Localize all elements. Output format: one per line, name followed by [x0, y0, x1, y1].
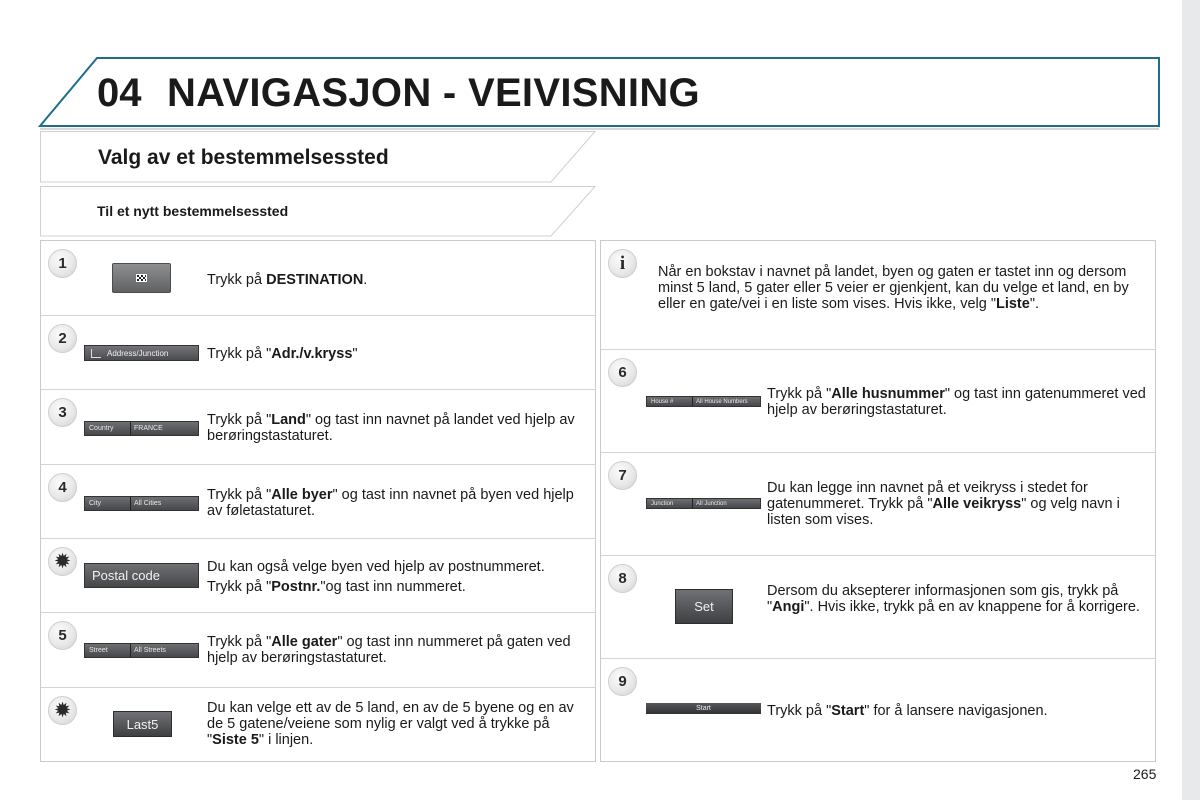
step-badge: 1	[48, 249, 77, 278]
destination-button-thumb	[112, 263, 171, 293]
chapter-header	[0, 0, 1170, 140]
tip-postal-code-text: Du kan også velge byen ved hjelp av postnummeret. Trykk på "Postnr."og tast inn nummeret.	[207, 559, 545, 595]
city-field-thumb: City All Cities	[84, 496, 199, 511]
step-5	[41, 613, 595, 688]
step-1	[41, 241, 595, 316]
tip-icon: ✹	[48, 547, 77, 576]
step-4	[41, 465, 595, 539]
step-badge: 8	[608, 564, 637, 593]
step-badge: 9	[608, 667, 637, 696]
step-4-text: Trykk på "Alle byer" og tast inn navnet på byen ved hjelp av føletastaturet.	[207, 487, 574, 519]
postal-code-thumb: Postal code	[84, 563, 199, 588]
step-9-text: Trykk på "Start" for å lansere navigasjonen.	[767, 703, 1048, 719]
junction-field-thumb: Junction All Junction	[646, 498, 761, 509]
step-badge: 2	[48, 324, 77, 353]
step-6-text: Trykk på "Alle husnummer" og tast inn gatenummeret ved hjelp av berøringstastaturet.	[767, 386, 1146, 418]
tip-postal-code	[41, 539, 595, 613]
page-edge-strip	[1182, 0, 1200, 800]
subsection-title: Til et nytt bestemmelsessted	[97, 203, 289, 219]
house-number-field-thumb: House # All House Numbers	[646, 396, 761, 407]
start-bar-thumb: Start	[646, 703, 761, 714]
step-2-text: Trykk på "Adr./v.kryss"	[207, 346, 358, 362]
step-badge: 4	[48, 473, 77, 502]
step-7	[601, 453, 1155, 556]
info-note-text: Når en bokstav i navnet på landet, byen og gaten er tastet inn og dersom minst 5 land, 5 gater eller 5 veier er gjenkjent, kan du velge et land, en by eller en gate/vei i en liste som vises. Hvis ikke, velg "Liste".	[658, 264, 1129, 312]
checkered-flag-icon	[136, 274, 147, 282]
section-banner	[40, 131, 600, 183]
step-1-text: Trykk på DESTINATION.	[207, 272, 368, 288]
step-badge: 3	[48, 398, 77, 427]
set-button-thumb: Set	[675, 589, 733, 624]
step-2	[41, 316, 595, 390]
steps-right-column	[600, 240, 1156, 762]
step-7-text: Du kan legge inn navnet på et veikryss i stedet for gatenummeret. Trykk på "Alle veikryss" og velg navn i listen som vises.	[767, 480, 1120, 528]
step-3	[41, 390, 595, 465]
tip-last-5-text: Du kan velge ett av de 5 land, en av de 5 byene og en av de 5 gatene/veiene som nylig er valgt ved å trykke på "Siste 5" i linjen.	[207, 700, 574, 748]
last5-button-thumb: Last5	[113, 711, 172, 737]
chapter-title: NAVIGASJON - VEIVISNING	[167, 71, 700, 115]
step-9	[601, 659, 1155, 762]
step-badge: 7	[608, 461, 637, 490]
step-8	[601, 556, 1155, 659]
step-badge: 5	[48, 621, 77, 650]
chapter-header-frame	[0, 0, 1170, 140]
page-number: 265	[1133, 766, 1157, 782]
chapter-number: 04	[97, 71, 142, 115]
steps-left-column	[40, 240, 596, 762]
country-field-thumb: Country FRANCE	[84, 421, 199, 436]
step-6	[601, 350, 1155, 453]
tip-last-5	[41, 688, 595, 762]
street-field-thumb: Street All Streets	[84, 643, 199, 658]
subsection-banner	[40, 186, 600, 237]
road-icon	[91, 349, 101, 358]
info-icon: i	[608, 249, 637, 278]
info-note	[601, 241, 1155, 350]
step-5-text: Trykk på "Alle gater" og tast inn nummeret på gaten ved hjelp av berøringstastaturet.	[207, 634, 571, 666]
step-badge: 6	[608, 358, 637, 387]
section-title: Valg av et bestemmelsessted	[98, 146, 389, 169]
step-3-text: Trykk på "Land" og tast inn navnet på landet ved hjelp av berøringstastaturet.	[207, 412, 575, 444]
tip-icon: ✹	[48, 696, 77, 725]
step-8-text: Dersom du aksepterer informasjonen som gis, trykk på "Angi". Hvis ikke, trykk på en av knappene for å korrigere.	[767, 583, 1140, 615]
address-junction-thumb: Address/Junction	[84, 345, 199, 361]
